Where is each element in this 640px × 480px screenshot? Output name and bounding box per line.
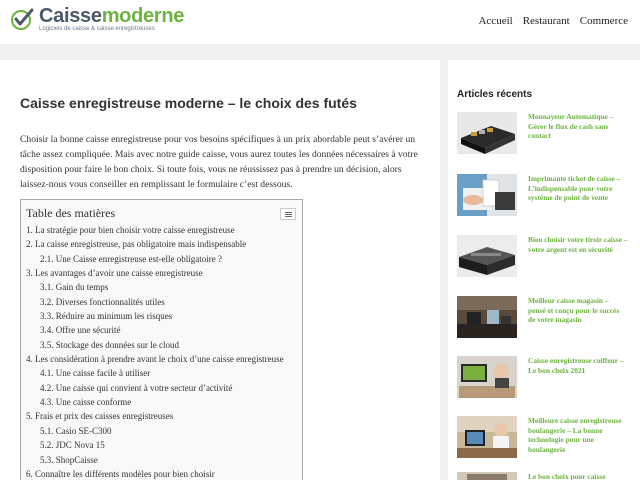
toc-item[interactable]: 3. Les avantages d’avoir une caisse enregistreuse (26, 268, 203, 279)
toc-item[interactable]: 4.3. Une caisse conforme (40, 397, 132, 408)
logo-tagline: Logiciels de caisse & caisse enregistreuses (39, 26, 155, 32)
checkmark-logo-icon (10, 7, 34, 31)
main-nav (478, 15, 628, 27)
recent-post-link[interactable]: Bien choisir votre tiroir caisse – votre argent est en sécurité (528, 235, 628, 254)
recent-post[interactable] (457, 235, 632, 285)
toc-item[interactable]: 5.3. ShopCaisse (40, 454, 98, 465)
toc-item[interactable]: 5.2. JDC Nova 15 (40, 440, 105, 451)
toc-item[interactable]: 3.4. Offre une sécurité (40, 325, 121, 336)
receipt-printer-photo-icon[interactable] (457, 174, 517, 216)
salon-register-photo-icon[interactable] (457, 356, 517, 398)
toc-item[interactable]: 3.2. Diverses fonctionnalités utiles (40, 296, 165, 307)
nav-commerce[interactable]: Commerce (579, 15, 628, 27)
toc-title: Table des matières (26, 206, 116, 220)
nav-accueil[interactable]: Accueil (478, 15, 513, 27)
toc-toggle-button[interactable] (280, 208, 296, 220)
toc-item[interactable]: 3.3. Réduire au minimum les risques (40, 311, 173, 322)
recent-post-link[interactable]: Imprimante ticket de caisse – L’indispensable pour votre système de point de vente (528, 174, 621, 203)
toc-item[interactable]: 4.1. Une caisse facile à utiliser (40, 368, 151, 379)
recent-post[interactable] (457, 112, 632, 162)
recent-post-link[interactable]: Meilleure caisse enregistreuse boulangerie – La bonne technologie pour une boulangerie (528, 416, 622, 454)
shop-counter-photo-icon[interactable] (457, 296, 517, 338)
toc-item[interactable]: 1. La stratégie pour bien choisir votre caisse enregistreuse (26, 225, 235, 235)
recent-post-link[interactable]: Caisse enregistreuse coiffeur – Le bon choix 2021 (528, 356, 624, 375)
cash-drawer-photo-icon[interactable] (457, 235, 517, 277)
toc-item[interactable]: 4.2. Une caisse qui convient à votre secteur d’activité (40, 382, 233, 393)
article-title: Caisse enregistreuse moderne – le choix des futés (20, 95, 357, 111)
toc-item[interactable]: 5. Frais et prix des caisses enregistreuses (26, 411, 174, 422)
toc-item[interactable]: 4. Les considération à prendre avant le choix d’une caisse enregistreuse (26, 354, 284, 365)
cash-drawer-open-photo-icon[interactable] (457, 112, 517, 154)
site-logo[interactable] (10, 6, 184, 32)
recent-post[interactable] (457, 174, 632, 224)
toc-item[interactable]: 3.1. Gain du temps (40, 282, 109, 293)
article-intro: Choisir la bonne caisse enregistreuse pour vos besoins spécifiques à un prix abordable peut s’avérer un tâche assez compliquée. Mais avec notre guide caisse, vous aurez toutes les données nécessaires à votre disposition pour faire le bon choix. Si toute fois, vous ne réussissez pas à prendre un décision, alors laissez-nous vous conseiller en remplissant le formulaire c’est dessous. (20, 134, 418, 190)
recent-post-link[interactable]: Le bon choix pour caisse (528, 472, 606, 480)
table-of-contents (20, 199, 303, 480)
toc-item[interactable]: 5.1. Casio SE-C300 (40, 425, 112, 436)
recent-post[interactable] (457, 472, 632, 480)
recent-post-link[interactable]: Monnayeur Automatique – Gérer le flux de cash sans contact (528, 112, 614, 141)
toc-item[interactable]: 2. La caisse enregistreuse, pas obligatoire mais indispensable (26, 239, 247, 250)
bakery-register-photo-icon[interactable] (457, 416, 517, 458)
toc-list (26, 223, 301, 480)
logo-title: Caissemoderne (39, 5, 185, 27)
recent-articles-title: Articles récents (457, 89, 533, 100)
recent-post-link[interactable]: Meilleur caisse magasin – pensé et conçu pour le succès de votre magasin (528, 296, 620, 325)
toc-item[interactable]: 3.5. Stockage des données sur le cloud (40, 339, 179, 350)
recent-post[interactable] (457, 416, 632, 466)
register-photo-icon[interactable] (457, 472, 517, 480)
recent-post[interactable] (457, 296, 632, 346)
toc-item[interactable]: 2.1. Une Caisse enregistreuse est-elle obligatoire ? (40, 253, 222, 264)
toc-item[interactable]: 6. Connaître les différents modèles pour bien choisir (26, 468, 215, 479)
recent-post[interactable] (457, 356, 632, 406)
site-header (0, 0, 640, 44)
nav-restaurant[interactable]: Restaurant (522, 15, 570, 27)
